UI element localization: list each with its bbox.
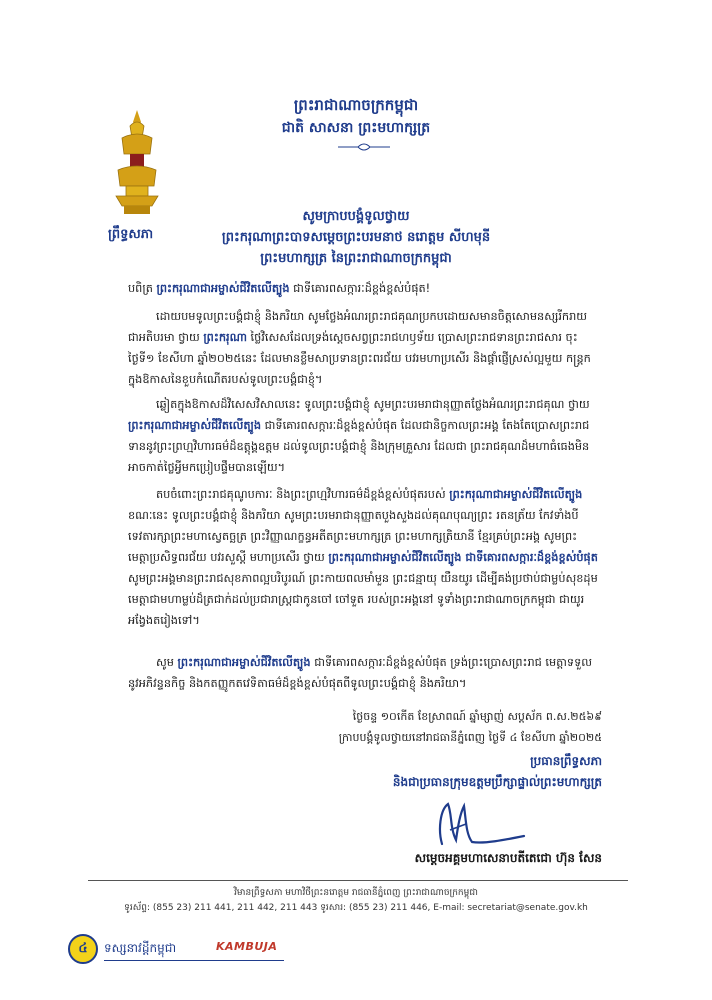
magazine-underline: [104, 960, 284, 961]
p2-text-a: ឆ្លៀតក្នុងឱកាសដ៏វិសេសវិសាលនេះ ទូលព្រះបង្គំជាខ្ញុំ សូមព្រះបរមរាជានុញ្ញាតថ្លែងអំណរព្រះរាជគុណ ថ្វាយ: [156, 398, 590, 411]
paragraph-4: [128, 652, 598, 694]
greeting-prefix: បពិត្រ: [128, 282, 153, 295]
salutation-line-2: ព្រះករុណាព្រះបាទសម្ដេចព្រះបរមនាថ នរោត្ដម សីហមុនី: [221, 230, 491, 245]
footer-divider: [88, 880, 628, 881]
p2-emphasis: ព្រះករុណាជាអម្ចាស់ជីវិតលើត្បូង: [128, 419, 262, 432]
footer-address: វិមានព្រឹទ្ធសភា មហាវិថីព្រះនរោត្តម រាជធានីភ្នំពេញ ព្រះរាជាណាចក្រកម្ពុជា: [234, 888, 478, 898]
p3-text-a: តបចំពោះព្រះរាជគុណូបការៈ និងព្រះព្រហ្មវិហារធម៌ដ៏ខ្ពង់ខ្ពស់បំផុតរបស់: [156, 488, 446, 501]
salutation-line-1: សូមក្រាបបង្គំទូលថ្វាយ: [302, 209, 410, 224]
p4-text-c: ជាទីគោរពសក្ការៈដ៏ខ្ពង់ខ្ពស់បំផុត ទ្រង់ព្រះប្រោសព្រះរាជ មេត្តាទទួលនូវអភិវន្ទនកិច្ច និងកតញ្ញូកតវេទិតាធម៌ដ៏ខ្ពង់ខ្ពស់បំផុតពីទូលព្រះបង្គំជាខ្ញុំ និងភរិយា។: [128, 656, 593, 690]
greeting-emphasis: ព្រះករុណាជាអម្ចាស់ជីវិតលើត្បូង: [156, 282, 290, 295]
paragraph-3: [128, 484, 598, 631]
greeting-suffix: ជាទីគោរពសក្ការៈដ៏ខ្ពង់ខ្ពស់បំផុត!: [293, 282, 431, 295]
p3-emphasis-1: ព្រះករុណាជាអម្ចាស់ជីវិតលើត្បូង: [449, 488, 583, 501]
handwritten-signature: [420, 800, 530, 850]
divider-ornament-icon: [336, 142, 392, 152]
kingdom-title: ព្រះរាជាណាចក្រកម្ពុជា: [293, 96, 419, 114]
p4-emphasis: ព្រះករុណាជាអម្ចាស់ជីវិតលើត្បូង: [177, 656, 311, 669]
signatory-name: សម្ដេចអគ្គមហាសេនាបតីតេជោ ហ៊ុន សែន: [414, 851, 602, 865]
senate-emblem-icon: [112, 108, 162, 218]
signatory-title-2: និងជាប្រធានក្រុមឧត្តមប្រឹក្សាផ្ទាល់ព្រះមហាក្សត្រ: [392, 775, 602, 789]
p1-emphasis: ព្រះករុណា: [203, 331, 247, 344]
solar-date: ក្រាបបង្គំទូលថ្វាយនៅរាជធានីភ្នំពេញ ថ្ងៃទី ៤ ខែសីហា ឆ្នាំ២០២៥: [338, 731, 602, 744]
p2-text-c: ជាទីគោរពសក្ការៈដ៏ខ្ពង់ខ្ពស់បំផុត ដែលជានិច្ចកាលព្រះអង្គ តែងតែប្រោសព្រះរាជទាននូវព្រះព្រហ្មវិហារធម៌ដ៏ឧត្តុង្គឧត្តម ដល់ទូលព្រះបង្គំជាខ្ញុំ និងក្រុមគ្រួសារ ដែលជា ព្រះរាជគុណដ៏មហាធំធេងមិនអាចកាត់ថ្លៃអ្វីមកប្រៀបផ្ទឹមបានឡើយ។: [128, 419, 590, 474]
national-motto: ជាតិ សាសនា ព្រះមហាក្សត្រ: [281, 120, 431, 136]
p4-text-a: សូម: [156, 656, 174, 669]
magazine-brand: KAMBUJA: [216, 940, 278, 953]
p3-text-c: ខណៈនេះ ទូលព្រះបង្គំជាខ្ញុំ និងភរិយា សូមព្រះបរមរាជានុញ្ញាតបួងសួងដល់គុណបុណ្យព្រះ រតនត្រ័យ កែវទាំងបី ទេវតារក្សាព្រះមហាស្វេតច្ឆត្រ ព្រះវិញ្ញាណក្ខន្ធអតីតព្រះមហាក្សត្រ ព្រះមហាក្សត្រិយានី ខ្មែរគ្រប់ព្រះអង្គ សូមព្រះមេត្តាប្រសិទ្ធពរជ័យ បវរសួស្ដី មហាប្រសើរ ថ្វាយ: [128, 509, 579, 564]
p3-text-e: សូមព្រះអង្គមានព្រះរាជសុខភាពល្អបរិបូរណ៍ ព្រះកាយពលមាំមួន ព្រះជន្មាយុ យឺនយូរ ដើម្បីគង់ប្រថាប់ជាម្លប់សុខដុមមេត្តាជាមហាម្លប់ដ៏ត្រជាក់ដល់ប្រជារាស្ត្រជាកូនចៅ ចៅទួត របស់ព្រះអង្គនៅ ទូទាំងព្រះរាជាណាចក្រកម្ពុជា ជាយូរអង្វែងតរៀងទៅ។: [128, 572, 598, 627]
p3-emphasis-2: ព្រះករុណាជាអម្ចាស់ជីវិតលើត្បូង ជាទីគោរពសក្ការៈដ៏ខ្ពង់ខ្ពស់បំផុត: [328, 551, 598, 564]
sender-label: ព្រឹទ្ធសភា: [108, 227, 154, 242]
salutation-line-3: ព្រះមហាក្សត្រ នៃព្រះរាជាណាចក្រកម្ពុជា: [260, 251, 452, 266]
magazine-title: ទស្សនាវដ្ដីកម្ពុជា: [104, 941, 177, 955]
signatory-title-1: ប្រធានព្រឹទ្ធសភា: [530, 754, 602, 768]
p1-text-a: ដោយបមទូលព្រះបង្គំជាខ្ញុំ និងភរិយា សូមថ្លែងអំណរព្រះរាជគុណប្រកបដោយសមានចិត្តសោមនស្សរីករាយ ជាអតិបរមា ថ្វាយ: [128, 310, 588, 344]
p1-text-c: ថ្លៃវិសេសដែលទ្រង់ស្ដេចសព្វព្រះរាជហឫទ័យ ប្រោសព្រះរាជទានព្រះរាជសារ ចុះថ្ងៃទី១ ខែសីហា ឆ្នាំ២០២៥នេះ ដែលមានខ្លឹមសាប្រទានព្រះពរជ័យ បវរមហាប្រសើរ និងផ្ដាំផ្ញើស្រស់ល្អមួយ កន្ត្រក ក្នុងឱកាសនៃខួបកំណើតរបស់ទូលព្រះបង្គំជាខ្ញុំ។: [128, 331, 591, 386]
paragraph-1: [128, 306, 598, 390]
page-number-badge: ៤: [68, 934, 98, 964]
lunar-date: ថ្ងៃចន្ទ ១០កើត ខែស្រាពណ៍ ឆ្នាំម្សាញ់ សប្តស័ក ព.ស.២៥៦៩: [352, 710, 602, 723]
paragraph-2: [128, 394, 598, 478]
greeting: [128, 278, 598, 299]
footer-contact: ទូរស័ព្ទ: (855 23) 211 441, 211 442, 211 443 ទូរសារ: (855 23) 211 446, E-mail: secretariat@senate.gov.kh: [124, 903, 588, 913]
